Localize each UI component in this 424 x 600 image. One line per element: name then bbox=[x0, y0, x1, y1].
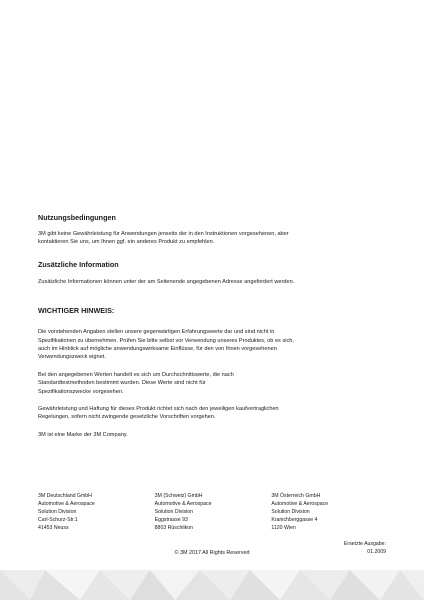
notice-line: Bei den angegebenen Werten handelt es sich um Durchschnittswerte, die nach bbox=[38, 371, 234, 378]
address-germany bbox=[38, 492, 155, 532]
usage-text-line: kontaktieren Sie uns, um Ihnen ggf. ein anderes Produkt zu empfehlen. bbox=[38, 239, 215, 246]
address-division: Automotive & Aerospace bbox=[154, 501, 212, 507]
address-company: 3M (Schweiz) GmbH bbox=[154, 493, 203, 499]
edition-label: Ersetzte Ausgabe: bbox=[343, 541, 386, 547]
address-switzerland bbox=[155, 492, 272, 532]
address-street: Kranichberggasse 4 bbox=[271, 517, 318, 523]
address-block bbox=[38, 492, 388, 532]
info-text: Zusätzliche Informationen können unter der am Seitenende angegebenen Adresse angefordert werden. bbox=[38, 278, 295, 285]
notice-title: WICHTIGER HINWEIS: bbox=[38, 306, 115, 316]
address-austria bbox=[271, 492, 388, 532]
document-body bbox=[38, 213, 390, 439]
trademark-text: 3M ist eine Marke der 3M Company. bbox=[38, 431, 128, 438]
trademark-paragraph bbox=[38, 431, 390, 439]
notice-line: Gewährleistung und Haftung für dieses Produkt richtet sich nach den jeweiligen kaufvertraglichen bbox=[38, 406, 279, 413]
edition-value: 01.2009 bbox=[367, 549, 386, 555]
address-division: Automotive & Aerospace bbox=[271, 501, 329, 507]
address-street: Eggstrasse 93 bbox=[154, 517, 188, 523]
usage-title: Nutzungsbedingungen bbox=[38, 213, 116, 222]
address-company: 3M Österreich GmbH bbox=[271, 493, 321, 499]
notice-paragraph-1 bbox=[38, 328, 390, 362]
notice-line: Spezifikationszwecke vorgesehen. bbox=[38, 388, 124, 395]
address-division: Solution Division bbox=[154, 509, 194, 515]
notice-paragraph-2 bbox=[38, 371, 390, 396]
address-city: 41453 Neuss bbox=[38, 525, 69, 531]
copyright-notice: © 3M 2017 All Rights Reserved bbox=[174, 550, 250, 556]
notice-line: Verwendungszweck eignet. bbox=[38, 354, 106, 361]
address-division: Solution Division bbox=[38, 509, 77, 515]
address-division: Solution Division bbox=[271, 509, 310, 515]
info-paragraph bbox=[38, 278, 390, 286]
usage-text-line: 3M gibt keine Gewährleistung für Anwendungen jenseits der in den Instruktionen vorgesehenen, aber bbox=[38, 231, 289, 237]
notice-line: Regelungen, sofern nicht zwingende gesetzliche Vorschriften vorgehen. bbox=[38, 414, 216, 421]
notice-line: Spezifikationen zu übernehmen. Prüfen Sie bitte selbst vor Verwendung unseres Produktes, ob es sich, bbox=[38, 337, 294, 344]
info-title: Zusätzliche Information bbox=[38, 259, 119, 269]
address-city: 1120 Wien bbox=[271, 525, 296, 531]
notice-line: Standardtestmethoden bestimmt wurden. Diese Werte sind nicht für bbox=[38, 380, 206, 387]
address-company: 3M Deutschland GmbH bbox=[38, 493, 92, 499]
address-street: Carl-Schurz-Str.1 bbox=[38, 517, 78, 523]
notice-line: auch im Hinblick auf mögliche anwendungswirksame Einflüsse, für den von Ihnen vorgesehenen bbox=[38, 346, 277, 353]
address-city: 8803 Rüschlikon bbox=[154, 525, 194, 531]
usage-paragraph bbox=[38, 230, 390, 247]
notice-paragraph-3 bbox=[38, 405, 390, 422]
decorative-footer-pattern bbox=[0, 570, 424, 600]
notice-line: Die vorstehenden Angaben stellen unsere gegenwärtigen Erfahrungswerte dar und sind nicht in bbox=[38, 329, 275, 336]
address-division: Automotive & Aerospace bbox=[38, 501, 95, 507]
